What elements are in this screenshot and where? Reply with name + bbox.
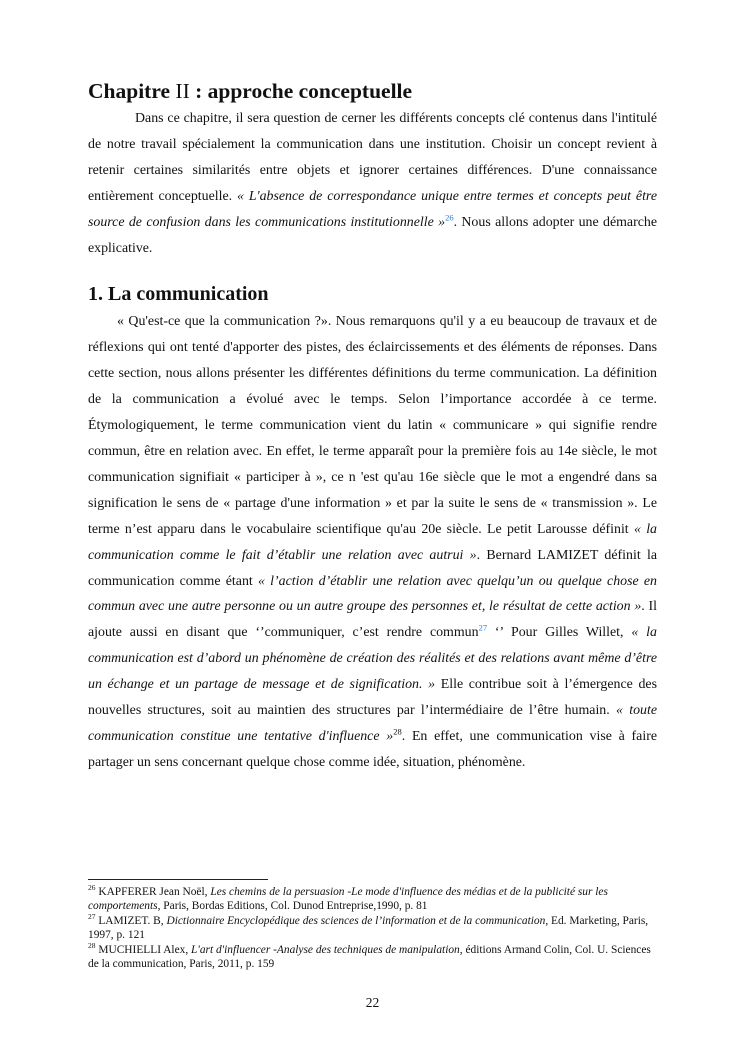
intro-quote: « L'absence de correspondance unique entre termes et concepts peut être source de confusion dans les communications institutionnelle » <box>88 188 657 230</box>
footnote-publisher: , Paris, Bordas Editions, Col. Dunod Entreprise,1990, p. 81 <box>157 900 428 913</box>
footnote-28 <box>88 940 663 972</box>
influence-quote: « toute communication constitue une tentative d'influence » <box>88 703 657 744</box>
footnote-author: KAPFERER Jean Noël, <box>95 886 211 898</box>
section-title: 1. La communication <box>88 283 269 306</box>
footnote-author: MUCHIELLI Alex, <box>95 943 192 956</box>
page-content <box>88 76 657 776</box>
footnote-ref-26[interactable]: 26 <box>445 212 454 222</box>
footnote-title: Dictionnaire Encyclopédique des sciences de l’information et de la communication <box>166 914 546 927</box>
footnote-title: L'art d'influencer -Analyse des techniques de manipulation, <box>191 943 463 956</box>
footnote-publisher: éditions Armand Colin, Col. U. Sciences de la communication, Paris, 2011, p. 159 <box>88 943 651 971</box>
intro-paragraph <box>88 106 657 261</box>
section-text-2: . Bernard LAMIZET définit la communication comme étant <box>88 547 657 589</box>
lamizet-quote: « l’action d’établir une relation avec quelqu’un ou quelque chose en commun avec une autre personne ou un autre groupe des personnes et, le résultat de cette action » <box>88 573 657 615</box>
footnote-publisher: , Ed. Marketing, Paris, 1997, p. 121 <box>88 914 649 942</box>
footnote-ref-28[interactable]: 28 <box>393 726 402 737</box>
intro-text: Dans ce chapitre, il sera question de cerner les différents concepts clé contenus dans l'intitulé de notre travail spécialement la communication dans une institution. Choisir un concept revient à retenir certaines similarités entre objets et ignorer certaines différences. D'une connaissance entièrement conceptuelle. <box>88 111 657 204</box>
footnote-26 <box>88 885 663 914</box>
footnote-ref-27[interactable]: 27 <box>478 622 488 633</box>
footnote-title: Les chemins de la persuasion -Le mode d'influence des médias et de la publicité sur les comportements <box>88 886 608 913</box>
footnote-number: 27 <box>88 912 96 922</box>
chapter-numeral: II <box>175 79 190 103</box>
section-paragraph <box>88 309 657 775</box>
chapter-title-prefix: Chapitre <box>88 79 176 103</box>
footnote-27 <box>88 914 663 943</box>
page-number: 22 <box>365 995 380 1010</box>
footnote-number: 28 <box>88 940 96 950</box>
footnote-number: 26 <box>88 883 96 893</box>
larousse-quote: « la communication comme le fait d’établir une relation avec autrui » <box>88 521 657 563</box>
section-text-6: . En effet, une communication vise à faire partager un sens concernant quelque chose comme idée, situation, phénomène. <box>88 728 658 770</box>
section-text-1: « Qu'est-ce que la communication ?». Nous remarquons qu'il y a eu beaucoup de travaux et de réflexions qui ont tenté d'apporter des pistes, des éclaircissements et des éléments de réponses. Dans cette section, nous allons présenter les différentes définitions du terme communication. La définition de la communication a évolué avec le temps. Selon l’importance accordée à ce terme. Étymologiquement, le terme communication vient du latin « communicare » qui signifie rendre commun, être en relation avec. En effet, le terme apparaît pour la première fois au 14e siècle, le mot communication signifiait « participer à », ce n 'est qu'au 16e siècle que le mot a engendré dans sa signification le sens de « partage d'une information » et par la suite le sens de « transmission ». Le terme n’est apparu dans le vocabulaire scientifique qu'au 20e siècle. Le petit Larousse définit <box>88 314 657 537</box>
footnotes <box>88 879 663 971</box>
willet-quote: « la communication est d’abord un phénomène de création des réalités et des relations avant même d’être un échange et un partage de message et de signification. » <box>88 625 657 693</box>
chapter-title <box>88 76 657 106</box>
intro-text-end: . Nous allons adopter une démarche explicative. <box>88 214 657 256</box>
footnote-divider <box>88 879 268 880</box>
chapter-title-suffix: : approche conceptuelle <box>189 79 413 103</box>
section-text-5: Elle contribue soit à l’émergence des nouvelles structures, soit au maintien des structures par l’intermédiaire de l’être humain. <box>88 677 657 719</box>
section-text-3: . Il ajoute aussi en disant que ‘’communiquer, c’est rendre commun <box>88 599 657 641</box>
footnote-author: LAMIZET. B, <box>95 914 167 927</box>
section-text-4: ‘’ Pour Gilles Willet, <box>487 625 632 641</box>
